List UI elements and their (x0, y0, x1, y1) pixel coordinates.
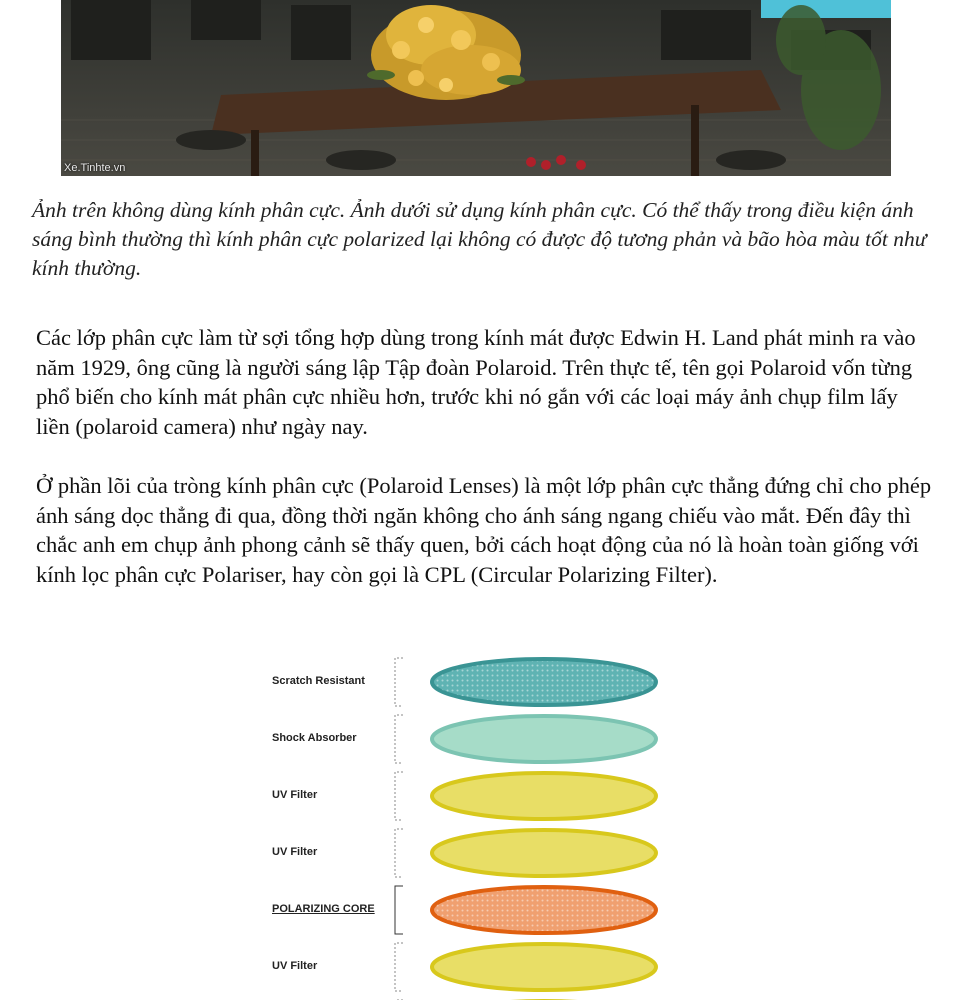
layer-label: Shock Absorber (272, 732, 357, 744)
lens-layers-diagram (255, 648, 675, 1000)
layer-label: UV Filter (272, 846, 318, 858)
layer-bracket (395, 715, 403, 763)
layer-label: POLARIZING CORE (272, 903, 375, 915)
layer-label: Scratch Resistant (272, 675, 365, 687)
layer-label: UV Filter (272, 789, 318, 801)
paragraph-history: Các lớp phân cực làm từ sợi tổng hợp dùng trong kính mát được Edwin H. Land phát minh ra vào năm 1929, ông cũng là người sáng lập Tập đoàn Polaroid. Trên thực tế, tên gọi Polaroid vốn từng phổ biến cho kính mát phân cực nhiều hơn, trước khi nó gắn với các loại máy ảnh chụp film lấy liền (polaroid camera) như ngày nay. (36, 325, 916, 439)
lens-layers-svg (255, 648, 675, 1000)
lens-layer-2 (432, 773, 656, 819)
photo-caption: Ảnh trên không dùng kính phân cực. Ảnh dưới sử dụng kính phân cực. Có thể thấy trong điều kiện ánh sáng bình thường thì kính phân cực polarized lại không có được độ tương phản và bão hòa màu tốt như kính thường. (32, 198, 927, 280)
layer-bracket (395, 829, 403, 877)
layer-bracket (395, 943, 403, 991)
photo-illustration (61, 0, 891, 176)
lens-layer-5 (432, 944, 656, 990)
layer-bracket (395, 886, 403, 934)
lens-layer-3 (432, 830, 656, 876)
lens-layer-texture (434, 889, 654, 931)
layer-label: UV Filter (272, 960, 318, 972)
photo-watermark: Xe.Tinhte.vn (64, 162, 126, 174)
lens-layer-1 (432, 716, 656, 762)
paragraph-core: Ở phần lõi của tròng kính phân cực (Polaroid Lenses) là một lớp phân cực thẳng đứng chỉ cho phép ánh sáng dọc thẳng đi qua, đồng thời ngăn không cho ánh sáng ngang chiếu vào mắt. Đến đây thì chắc anh em chụp ảnh phong cảnh sẽ thấy quen, bởi cách hoạt động của nó là hoàn toàn giống với kính lọc phân cực Polariser, hay còn gọi là CPL (Circular Polarizing Filter). (36, 473, 932, 587)
cafe-photo (61, 0, 891, 176)
layer-bracket (395, 772, 403, 820)
lens-layer-texture (434, 661, 654, 703)
layer-bracket (395, 658, 403, 706)
